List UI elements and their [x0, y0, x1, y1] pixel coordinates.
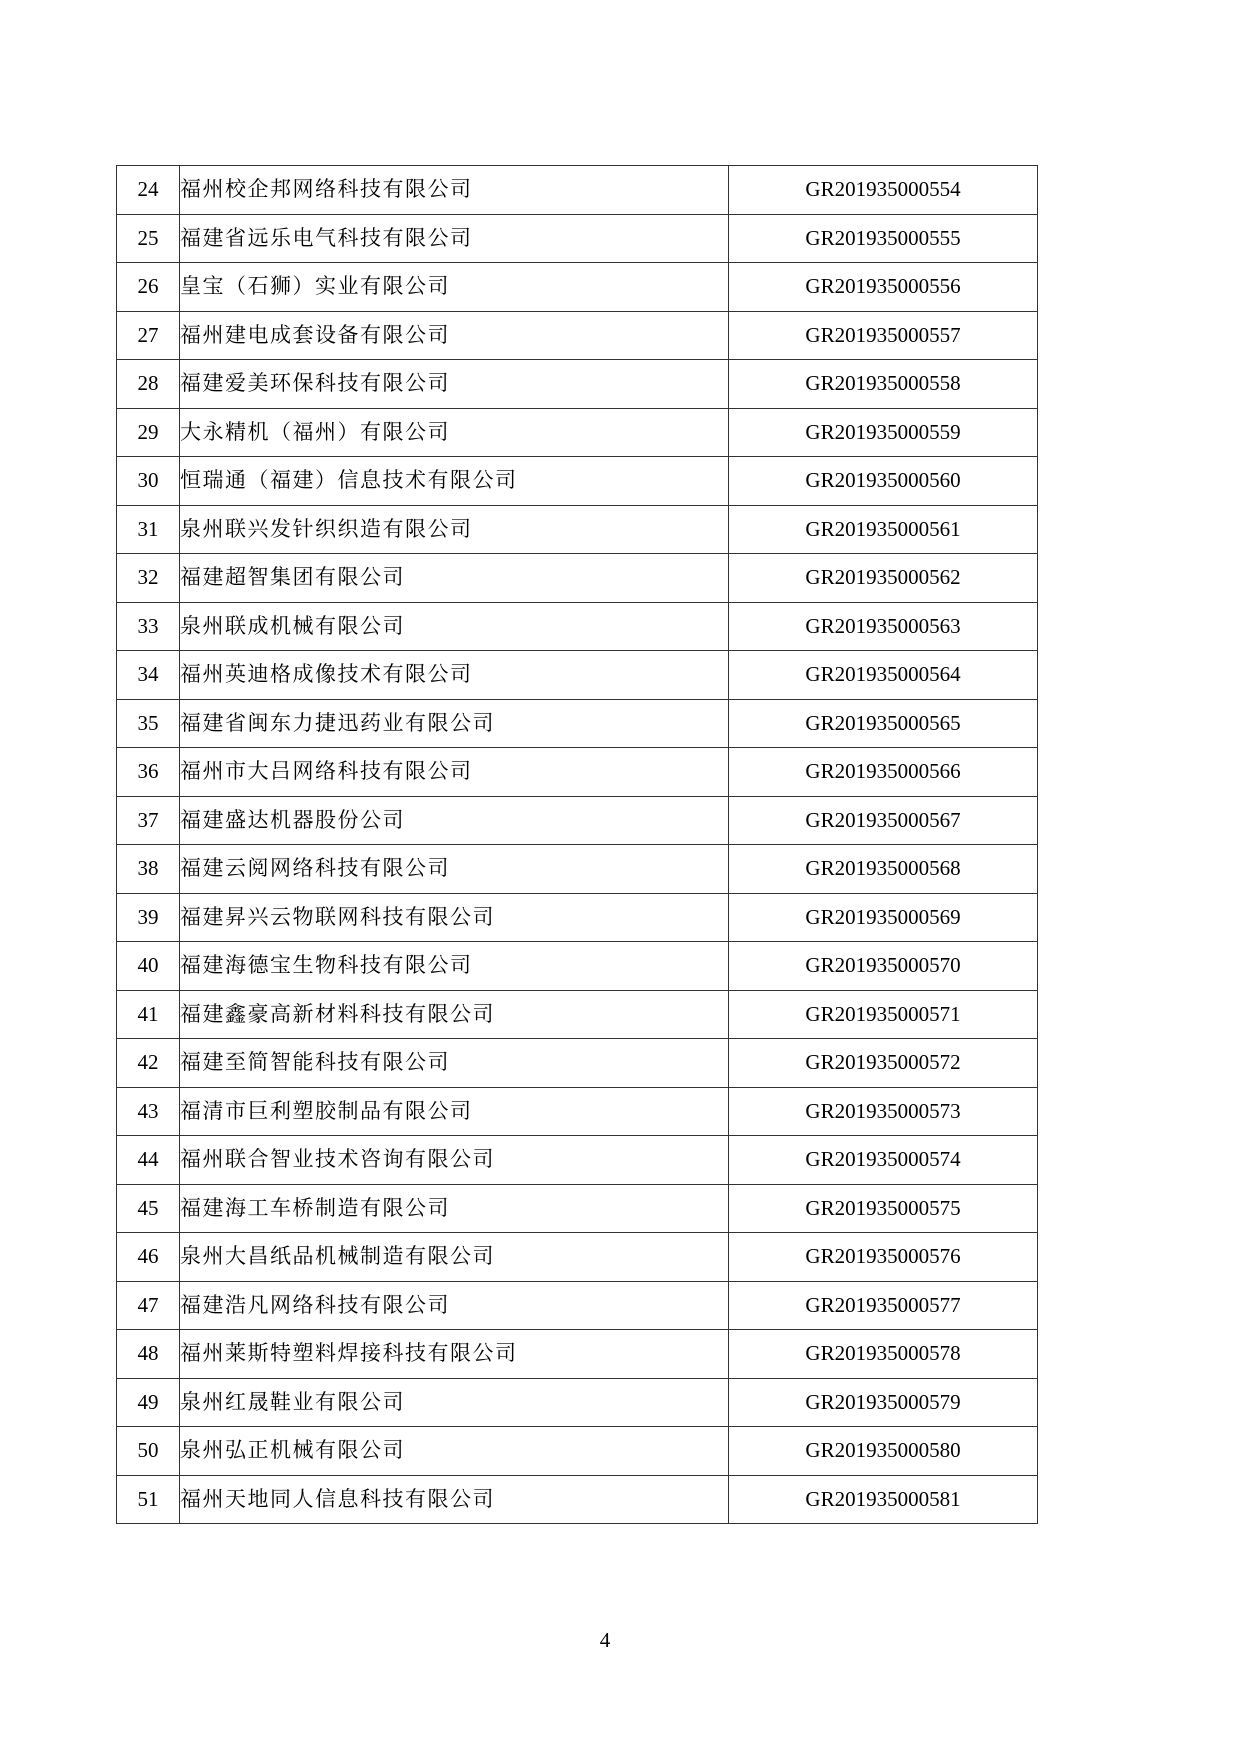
- table-row: [117, 699, 1038, 748]
- row-number: 47: [117, 1281, 180, 1330]
- row-number: 48: [117, 1330, 180, 1379]
- table-row: [117, 1378, 1038, 1427]
- company-name: 福州英迪格成像技术有限公司: [180, 651, 729, 700]
- table-row: [117, 845, 1038, 894]
- certificate-number: GR201935000575: [729, 1184, 1038, 1233]
- table-row: [117, 942, 1038, 991]
- certificate-number: GR201935000561: [729, 505, 1038, 554]
- row-number: 39: [117, 893, 180, 942]
- certificate-number: GR201935000556: [729, 263, 1038, 312]
- company-name: 泉州联兴发针织织造有限公司: [180, 505, 729, 554]
- row-number: 42: [117, 1039, 180, 1088]
- row-number: 28: [117, 360, 180, 409]
- certificate-number: GR201935000568: [729, 845, 1038, 894]
- company-name: 福建超智集团有限公司: [180, 554, 729, 603]
- company-name: 福州莱斯特塑料焊接科技有限公司: [180, 1330, 729, 1379]
- company-name: 福建爱美环保科技有限公司: [180, 360, 729, 409]
- company-name: 福建昇兴云物联网科技有限公司: [180, 893, 729, 942]
- table-row: [117, 1475, 1038, 1524]
- company-name: 大永精机（福州）有限公司: [180, 408, 729, 457]
- row-number: 36: [117, 748, 180, 797]
- row-number: 49: [117, 1378, 180, 1427]
- company-name: 福建浩凡网络科技有限公司: [180, 1281, 729, 1330]
- row-number: 45: [117, 1184, 180, 1233]
- table-row: [117, 1330, 1038, 1379]
- certificate-number: GR201935000557: [729, 311, 1038, 360]
- company-name: 福建海德宝生物科技有限公司: [180, 942, 729, 991]
- certificate-number: GR201935000560: [729, 457, 1038, 506]
- table-row: [117, 457, 1038, 506]
- certificate-number: GR201935000563: [729, 602, 1038, 651]
- table-row: [117, 1087, 1038, 1136]
- certificate-number: GR201935000572: [729, 1039, 1038, 1088]
- certificate-number: GR201935000567: [729, 796, 1038, 845]
- row-number: 26: [117, 263, 180, 312]
- table-row: [117, 263, 1038, 312]
- table-row: [117, 1039, 1038, 1088]
- table-body: [117, 166, 1038, 1524]
- certificate-number: GR201935000581: [729, 1475, 1038, 1524]
- certificate-number: GR201935000580: [729, 1427, 1038, 1476]
- certificate-number: GR201935000576: [729, 1233, 1038, 1282]
- company-name: 恒瑞通（福建）信息技术有限公司: [180, 457, 729, 506]
- table-row: [117, 990, 1038, 1039]
- company-name: 泉州联成机械有限公司: [180, 602, 729, 651]
- company-name: 泉州弘正机械有限公司: [180, 1427, 729, 1476]
- row-number: 44: [117, 1136, 180, 1185]
- row-number: 51: [117, 1475, 180, 1524]
- table-row: [117, 748, 1038, 797]
- company-name: 福建海工车桥制造有限公司: [180, 1184, 729, 1233]
- row-number: 29: [117, 408, 180, 457]
- company-name: 福清市巨利塑胶制品有限公司: [180, 1087, 729, 1136]
- row-number: 32: [117, 554, 180, 603]
- certificate-number: GR201935000569: [729, 893, 1038, 942]
- table-row: [117, 360, 1038, 409]
- certificate-number: GR201935000554: [729, 166, 1038, 215]
- company-name: 福建鑫豪高新材料科技有限公司: [180, 990, 729, 1039]
- row-number: 37: [117, 796, 180, 845]
- company-name: 福建省闽东力捷迅药业有限公司: [180, 699, 729, 748]
- company-name: 福州市大吕网络科技有限公司: [180, 748, 729, 797]
- certificate-number: GR201935000562: [729, 554, 1038, 603]
- table-row: [117, 893, 1038, 942]
- company-name: 泉州大昌纸品机械制造有限公司: [180, 1233, 729, 1282]
- row-number: 24: [117, 166, 180, 215]
- row-number: 31: [117, 505, 180, 554]
- table-row: [117, 554, 1038, 603]
- table-row: [117, 166, 1038, 215]
- company-name: 福建至简智能科技有限公司: [180, 1039, 729, 1088]
- table-row: [117, 796, 1038, 845]
- table-row: [117, 1184, 1038, 1233]
- certificate-number: GR201935000559: [729, 408, 1038, 457]
- company-certificate-table: [116, 165, 1038, 1524]
- certificate-number: GR201935000570: [729, 942, 1038, 991]
- row-number: 40: [117, 942, 180, 991]
- certificate-number: GR201935000578: [729, 1330, 1038, 1379]
- row-number: 33: [117, 602, 180, 651]
- company-name: 福建盛达机器股份公司: [180, 796, 729, 845]
- table-row: [117, 1281, 1038, 1330]
- table-row: [117, 651, 1038, 700]
- company-name: 福州联合智业技术咨询有限公司: [180, 1136, 729, 1185]
- certificate-number: GR201935000555: [729, 214, 1038, 263]
- table-row: [117, 505, 1038, 554]
- certificate-number: GR201935000565: [729, 699, 1038, 748]
- row-number: 34: [117, 651, 180, 700]
- company-name: 福建省远乐电气科技有限公司: [180, 214, 729, 263]
- table-row: [117, 1427, 1038, 1476]
- row-number: 50: [117, 1427, 180, 1476]
- certificate-number: GR201935000571: [729, 990, 1038, 1039]
- row-number: 35: [117, 699, 180, 748]
- company-name: 福州建电成套设备有限公司: [180, 311, 729, 360]
- table-row: [117, 602, 1038, 651]
- company-name: 福州校企邦网络科技有限公司: [180, 166, 729, 215]
- row-number: 41: [117, 990, 180, 1039]
- page-number: 4: [599, 1628, 611, 1652]
- table-row: [117, 408, 1038, 457]
- table-row: [117, 214, 1038, 263]
- certificate-number: GR201935000573: [729, 1087, 1038, 1136]
- certificate-number: GR201935000577: [729, 1281, 1038, 1330]
- row-number: 43: [117, 1087, 180, 1136]
- row-number: 46: [117, 1233, 180, 1282]
- company-name: 福州天地同人信息科技有限公司: [180, 1475, 729, 1524]
- certificate-number: GR201935000564: [729, 651, 1038, 700]
- company-name: 泉州红晟鞋业有限公司: [180, 1378, 729, 1427]
- certificate-number: GR201935000566: [729, 748, 1038, 797]
- certificate-number: GR201935000579: [729, 1378, 1038, 1427]
- table-row: [117, 1233, 1038, 1282]
- row-number: 30: [117, 457, 180, 506]
- company-name: 皇宝（石狮）实业有限公司: [180, 263, 729, 312]
- company-name: 福建云阅网络科技有限公司: [180, 845, 729, 894]
- row-number: 25: [117, 214, 180, 263]
- row-number: 38: [117, 845, 180, 894]
- table-row: [117, 311, 1038, 360]
- certificate-number: GR201935000558: [729, 360, 1038, 409]
- table-row: [117, 1136, 1038, 1185]
- row-number: 27: [117, 311, 180, 360]
- certificate-number: GR201935000574: [729, 1136, 1038, 1185]
